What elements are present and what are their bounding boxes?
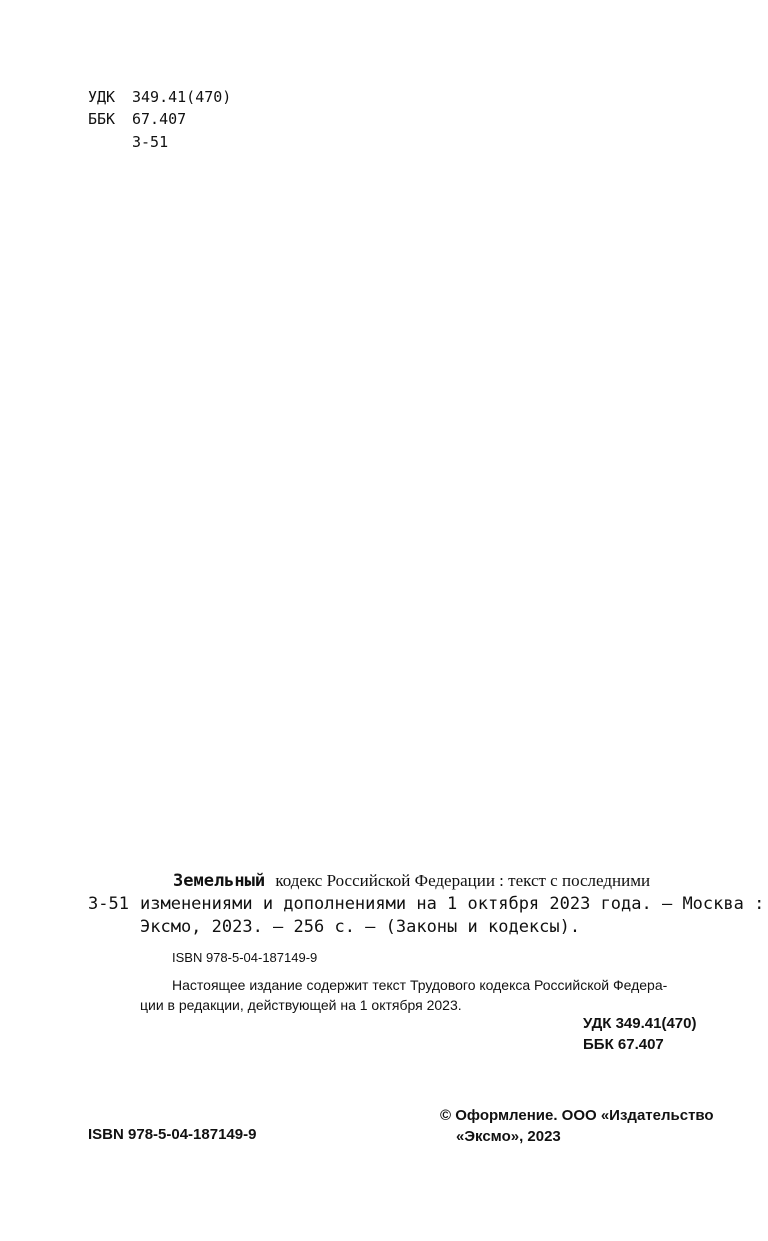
copyright bbox=[440, 1105, 714, 1147]
bbk-label: ББК bbox=[88, 110, 116, 128]
title-line-2: изменениями и дополнениями на 1 октября 2023 года. — Москва : bbox=[140, 894, 765, 914]
annotation-line-2: ции в редакции, действующей на 1 октября 2023. bbox=[140, 997, 462, 1013]
author-sign-top: З-51 bbox=[132, 133, 169, 151]
isbn-record: ISBN 978-5-04-187149-9 bbox=[172, 950, 318, 965]
udk-value: 349.41(470) bbox=[132, 88, 232, 106]
title-line-3: Эксмо, 2023. — 256 с. — (Законы и кодексы). bbox=[140, 917, 581, 937]
udk-bottom: УДК 349.41(470) bbox=[583, 1015, 697, 1032]
udk-label: УДК bbox=[88, 88, 116, 106]
footer-isbn: ISBN 978-5-04-187149-9 bbox=[88, 1126, 257, 1143]
bbk-value: 67.407 bbox=[132, 110, 187, 128]
copyright-line-2: «Эксмо», 2023 bbox=[456, 1128, 561, 1145]
title-line-1-rest: кодекс Российской Федерации : текст с последними bbox=[275, 871, 651, 890]
title-bold: Земельный bbox=[173, 871, 266, 891]
title-line-1 bbox=[173, 871, 650, 891]
annotation-line-1: Настоящее издание содержит текст Трудового кодекса Российской Федера- bbox=[172, 977, 668, 993]
bbk-bottom: ББК 67.407 bbox=[583, 1036, 664, 1053]
copyright-line-1: © Оформление. ООО «Издательство bbox=[440, 1107, 714, 1124]
author-sign-card: З-51 bbox=[88, 894, 129, 914]
